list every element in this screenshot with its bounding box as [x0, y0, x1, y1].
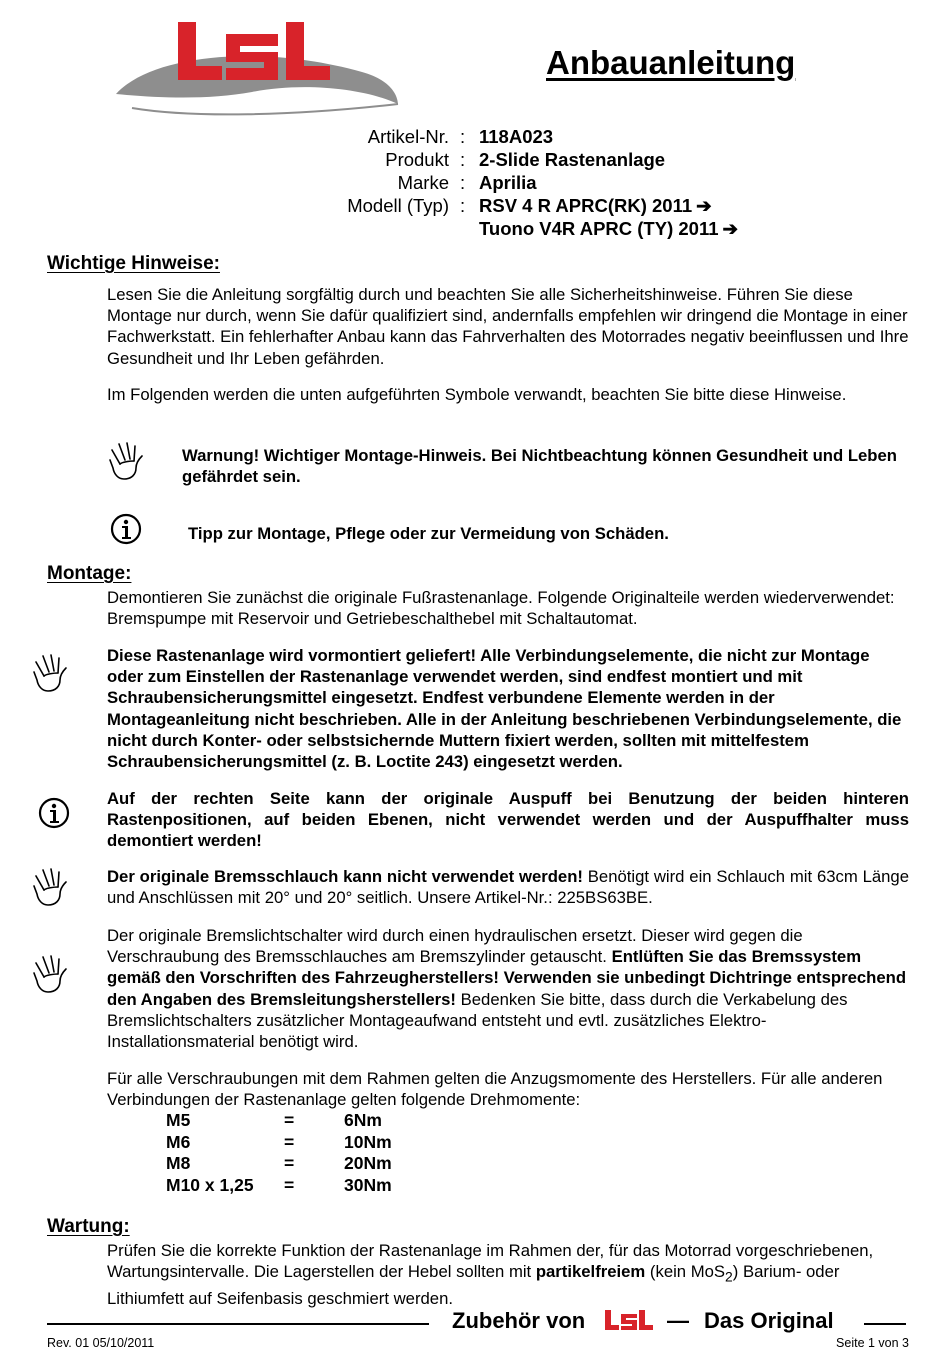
wartung-bold: partikelfreiem: [535, 1262, 646, 1282]
warning-legend-text: Warnung! Wichtiger Montage-Hinweis. Bei Nichtbeachtung können Gesundheit und Leben gefährdet sein.: [182, 446, 897, 487]
footer-logo-text: LSL: [629, 1331, 631, 1332]
footer-lsl-logo: [604, 1309, 654, 1333]
meta-label: Artikel-Nr.: [367, 126, 449, 147]
heading-wartung: Wartung:: [47, 1216, 130, 1237]
footer-das-original: Das Original: [704, 1308, 834, 1333]
revision-text: Rev. 01 05/10/2011: [47, 1336, 155, 1350]
meta-colons: [460, 125, 470, 217]
wartung-subscript: 2: [725, 1268, 733, 1285]
hinweise-paragraph-2: Im Folgenden werden die unten aufgeführten Symbole verwandt, beachten Sie bitte diese Hinweise.: [107, 385, 847, 404]
footer-zubehoer: Zubehör von: [452, 1308, 586, 1333]
meta-value-model: [479, 194, 738, 217]
hand-warning-icon: [108, 440, 146, 482]
torque-value: 20Nm: [344, 1153, 392, 1173]
hand-warning-icon: [32, 652, 70, 694]
page-number: Seite 1 von 3: [836, 1336, 909, 1350]
montage-warning-brake-hose: [107, 866, 909, 908]
torque-row: [166, 1132, 466, 1154]
footer-rule-left: [47, 1323, 429, 1325]
arrow-right-icon: ➔: [722, 218, 739, 239]
torque-table: [166, 1110, 466, 1196]
page-title: Anbauanleitung: [546, 44, 796, 81]
meta-label: Produkt: [385, 149, 449, 170]
footer-rule-right: [864, 1323, 906, 1325]
torque-size: M6: [166, 1131, 191, 1152]
torque-value: 6Nm: [344, 1110, 382, 1130]
tip-legend-text: Tipp zur Montage, Pflege oder zur Vermeidung von Schäden.: [188, 524, 669, 543]
arrow-right-icon: ➔: [696, 195, 712, 216]
brake-switch-text-a: Der originale Bremslichtschalter wird durch einen hydraulischen ersetzt. Dieser wird gegen die Verschraubung des Bremsschlauches am Bremszylinder getauscht.: [107, 926, 803, 967]
meta-colon: :: [460, 172, 466, 193]
meta-values: [479, 125, 738, 240]
brake-switch-text-b: Bedenken Sie bitte, dass durch die Verkabelung des Bremslichtschalters zusätzlicher Montageaufwand entsteht und evtl. zusätzliches Elektro-Installationsmaterial benötigt wird.: [107, 989, 848, 1052]
meta-colon: :: [460, 126, 466, 147]
montage-paragraph-1: Demontieren Sie zunächst die originale Fußrastenanlage. Folgende Originalteile werden wiederverwendet: Bremspumpe mit Reservoir und Getriebeschalthebel mit Schaltautomat.: [107, 588, 895, 629]
meta-label: Marke: [397, 172, 449, 193]
lsl-logo: [112, 18, 402, 118]
meta-value: 2-Slide Rastenanlage: [479, 149, 666, 170]
meta-value-model: [479, 217, 738, 240]
montage-info-exhaust: Auf der rechten Seite kann der originale Auspuff bei Benutzung der beiden hinteren Rastenpositionen, auf beiden Ebenen, nicht verwendet werden und der Auspuffhalter muss demontiert werden!: [107, 789, 909, 851]
torque-value: 30Nm: [344, 1174, 392, 1195]
montage-warning-brake-switch: [107, 925, 909, 1052]
torque-value: 10Nm: [344, 1131, 392, 1152]
montage-warning-preassembled: Diese Rastenanlage wird vormontiert geliefert! Alle Verbindungselemente, die nicht zur Montage oder zum Einstellen der Rastenanlage verwendet werden, sind endfest montiert und mit Schraubensicherungsmittel eingesetzt. Endfest verbundene Elemente werden in der Montageanleitung nicht beschrieben. Alle in der Anleitung beschriebenen Verbindungselemente, die nicht durch Konter- oder selbstsichernde Muttern fixiert werden, sollten mit mittelfestem Schraubensicherungsmittel (z. B. Loctite 243) eingesetzt werden.: [107, 646, 902, 772]
torque-equals: =: [284, 1153, 295, 1173]
torque-equals: =: [284, 1174, 295, 1195]
wartung-paragraph: [107, 1240, 909, 1309]
heading-montage: Montage:: [47, 563, 132, 584]
brake-hose-text: Benötigt wird ein Schlauch mit 63cm Länge und Anschlüssen mit 20° und 20° seitlich. Unsere Artikel-Nr.: 225BS63BE.: [107, 867, 909, 908]
torque-size: M8: [166, 1153, 191, 1173]
info-icon: [38, 797, 70, 829]
torque-row: [166, 1110, 466, 1132]
model-tuono: Tuono V4R APRC (TY) 2011: [479, 218, 719, 239]
heading-wichtige-hinweise: Wichtige Hinweise:: [47, 253, 220, 274]
torque-size: M5: [166, 1110, 191, 1130]
meta-value: 118A023: [479, 126, 554, 147]
info-icon: [110, 513, 142, 545]
torque-intro: Für alle Verschraubungen mit dem Rahmen gelten die Anzugsmomente des Herstellers. Für alle anderen Verbindungen der Rastenanlage gelten folgende Drehmomente:: [107, 1069, 883, 1110]
hinweise-paragraph-1: Lesen Sie die Anleitung sorgfältig durch und beachten Sie alle Sicherheitshinweise. Führen Sie diese Montage nur durch, wenn Sie dafür qualifiziert sind, andernfalls empfehlen wir dringend die Montage in einer Fachwerkstatt. Ein fehlerhafter Anbau kann das Fahrverhalten des Motorrades negativ beeinflussen und Ihre Gesundheit und Ihr Leben gefährden.: [107, 285, 909, 368]
meta-colon: :: [460, 149, 466, 170]
brake-switch-bold: Entlüften Sie das Bremssystem gemäß den Vorschriften des Fahrzeugherstellers! Verwenden sie unbedingt Dichtringe entsprechend den Angaben des Bremsleitungsherstellers!: [107, 947, 907, 1009]
torque-row: [166, 1175, 466, 1197]
meta-label: Modell (Typ): [347, 195, 449, 216]
hand-warning-icon: [32, 953, 70, 995]
meta-colon: :: [460, 195, 466, 216]
meta-value: Aprilia: [479, 172, 537, 193]
torque-row: [166, 1153, 466, 1175]
hand-warning-icon: [32, 866, 70, 908]
brake-hose-bold: Der originale Bremsschlauch kann nicht verwendet werden!: [107, 867, 583, 886]
wartung-text-b: (kein MoS: [645, 1262, 726, 1282]
torque-equals: =: [284, 1110, 295, 1130]
model-rsv4: RSV 4 R APRC(RK) 2011: [479, 195, 693, 216]
meta-labels: [0, 125, 449, 217]
footer-dash: —: [667, 1308, 689, 1333]
torque-equals: =: [284, 1131, 295, 1152]
wartung-text-c: ) Barium- oder Lithiumfett auf Seifenbasis geschmiert werden.: [107, 1262, 840, 1308]
wartung-text-a: Prüfen Sie die korrekte Funktion der Rastenanlage im Rahmen der, für das Motorrad vorgeschriebenen, Wartungsintervalle. Die Lagerstellen der Hebel sollten mit: [107, 1241, 874, 1282]
torque-size: M10 x 1,25: [166, 1174, 254, 1195]
